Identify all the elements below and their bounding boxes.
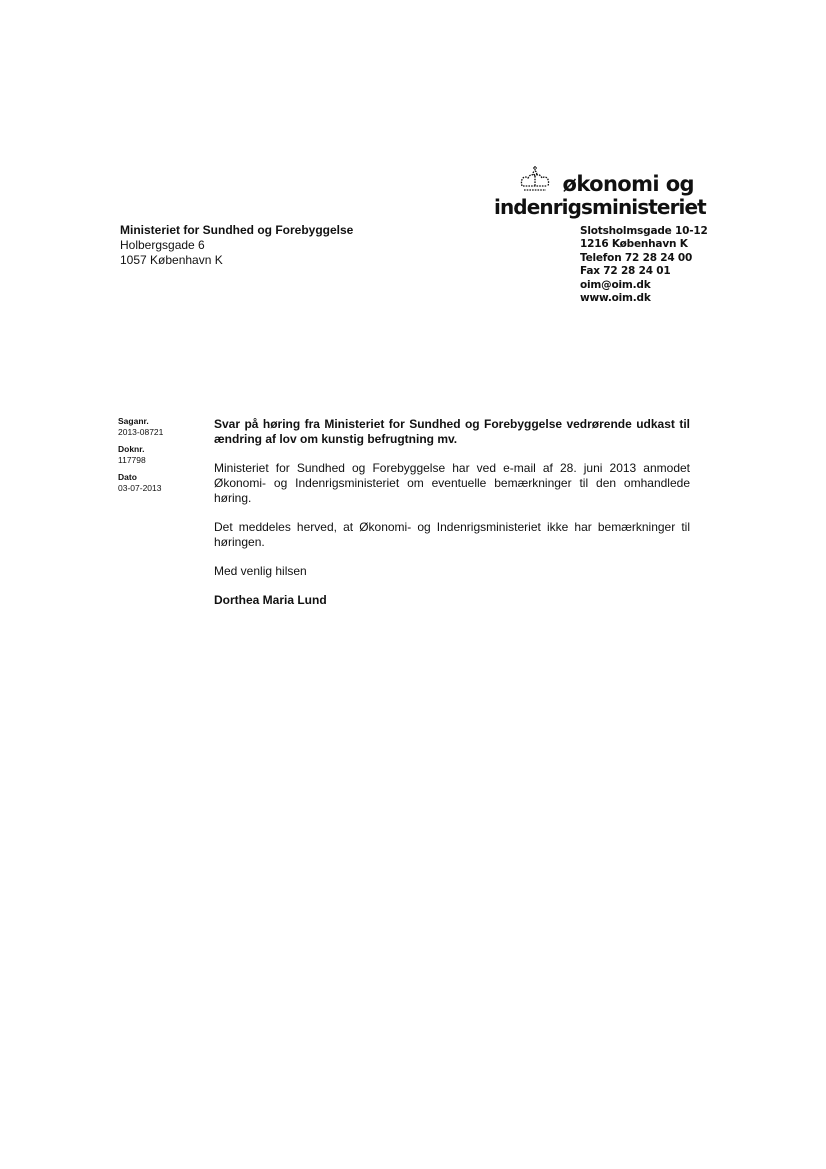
sender-fax: Fax 72 28 24 01 bbox=[580, 265, 671, 278]
letter-paragraph-2: Det meddeles herved, at Økonomi- og Indenrigsministeriet ikke har bemærkninger til høringen. bbox=[214, 520, 690, 549]
recipient-address bbox=[120, 223, 440, 268]
case-number-label: Saganr. bbox=[118, 416, 149, 426]
doc-number-group bbox=[118, 444, 198, 466]
crown-icon bbox=[518, 164, 552, 194]
letter-paragraph-1: Ministeriet for Sundhed og Forebyggelse har ved e-mail af 28. juni 2013 anmodet Økonomi- og Indenrigsministeriet om eventuelle bemærkninger til den omhandlede høring. bbox=[214, 461, 690, 505]
letter-closing: Med venlig hilsen bbox=[214, 564, 307, 578]
case-number: 2013-08721 bbox=[118, 427, 164, 437]
sender-contact bbox=[580, 225, 720, 305]
logo-text-line2: indenrigsministeriet bbox=[494, 195, 706, 219]
sender-email: oim@oim.dk bbox=[580, 278, 651, 291]
letter-body bbox=[214, 417, 690, 622]
recipient-street: Holbergsgade 6 bbox=[120, 238, 205, 252]
logo-text-line1: økonomi og bbox=[562, 172, 694, 196]
letter-signer: Dorthea Maria Lund bbox=[214, 593, 327, 607]
date-label: Dato bbox=[118, 472, 137, 482]
sender-address-line2: 1216 København K bbox=[580, 238, 688, 251]
document-meta bbox=[118, 416, 198, 500]
doc-number-label: Doknr. bbox=[118, 444, 145, 454]
recipient-organization: Ministeriet for Sundhed og Forebyggelse bbox=[120, 223, 354, 237]
date: 03-07-2013 bbox=[118, 483, 162, 493]
date-group bbox=[118, 472, 198, 494]
letter-subject: Svar på høring fra Ministeriet for Sundhed og Forebyggelse vedrørende udkast til ændring af lov om kunstig befrugtning mv. bbox=[214, 417, 690, 446]
doc-number: 117798 bbox=[118, 455, 146, 465]
sender-web: www.oim.dk bbox=[580, 292, 651, 305]
case-number-group bbox=[118, 416, 198, 438]
sender-phone: Telefon 72 28 24 00 bbox=[580, 251, 693, 264]
recipient-city: 1057 København K bbox=[120, 253, 223, 267]
sender-address-line1: Slotsholmsgade 10-12 bbox=[580, 225, 708, 237]
